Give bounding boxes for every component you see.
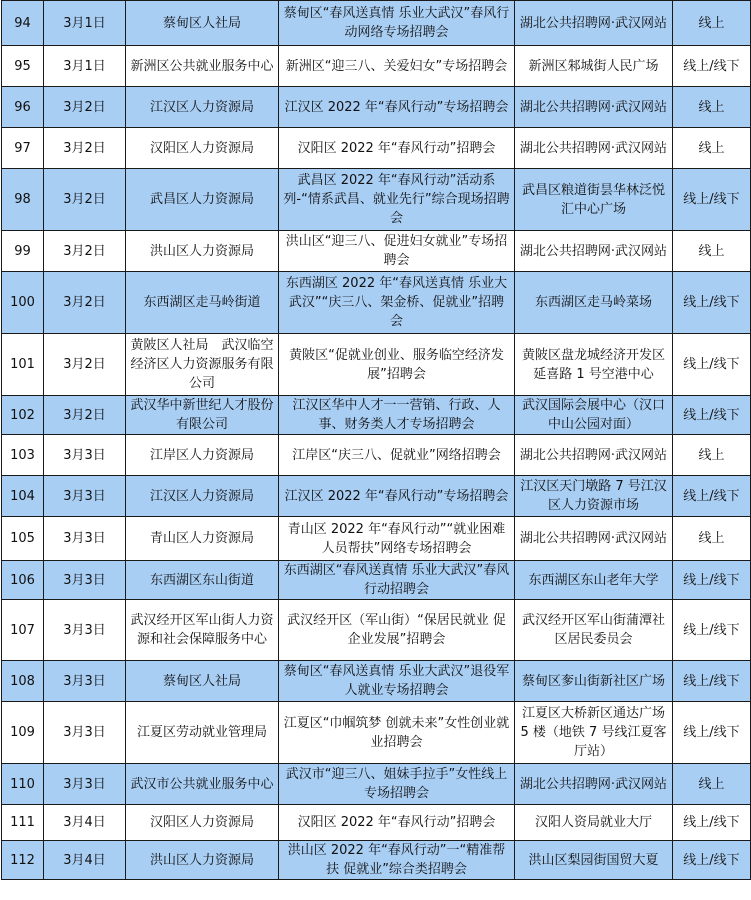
date-cell: 3月2日 <box>44 169 126 231</box>
event-cell: 江汉区 2022 年“春风行动”专场招聘会 <box>279 87 515 128</box>
row-number: 100 <box>2 272 44 334</box>
table-row <box>2 1 751 46</box>
venue-cell: 湖北公共招聘网·武汉网站 <box>515 1 673 46</box>
mode-cell: 线上 <box>673 231 751 272</box>
date-cell: 3月2日 <box>44 128 126 169</box>
table-row <box>2 396 751 435</box>
venue-cell: 江汉区天门墩路 7 号江汉区人力资源市场 <box>515 476 673 517</box>
date-cell: 3月2日 <box>44 231 126 272</box>
venue-cell: 洪山区梨园街国贸大夏 <box>515 841 673 880</box>
mode-cell: 线上/线下 <box>673 805 751 841</box>
mode-cell: 线上/线下 <box>673 334 751 396</box>
venue-cell: 东西湖区东山老年大学 <box>515 561 673 600</box>
event-cell: 武汉市“迎三八、姐妹手拉手”女性线上专场招聘会 <box>279 764 515 805</box>
mode-cell: 线上/线下 <box>673 169 751 231</box>
mode-cell: 线上/线下 <box>673 272 751 334</box>
event-cell: 东西湖区 2022 年“春风送真情 乐业大武汉”“庆三八、架金桥、促就业”招聘会 <box>279 272 515 334</box>
organizer-cell: 洪山区人力资源局 <box>126 231 279 272</box>
organizer-cell: 江夏区劳动就业管理局 <box>126 702 279 764</box>
table-row <box>2 517 751 561</box>
date-cell: 3月3日 <box>44 561 126 600</box>
event-cell: 江岸区“庆三八、促就业”网络招聘会 <box>279 435 515 476</box>
table-row <box>2 272 751 334</box>
table-row <box>2 87 751 128</box>
mode-cell: 线上/线下 <box>673 841 751 880</box>
date-cell: 3月4日 <box>44 805 126 841</box>
venue-cell: 湖北公共招聘网·武汉网站 <box>515 128 673 169</box>
date-cell: 3月2日 <box>44 334 126 396</box>
mode-cell: 线上/线下 <box>673 396 751 435</box>
job-fair-table-body <box>2 1 751 880</box>
table-row <box>2 764 751 805</box>
mode-cell: 线上 <box>673 128 751 169</box>
venue-cell: 汉阳人资局就业大厅 <box>515 805 673 841</box>
venue-cell: 武汉经开区军山街蒲潭社区居民委员会 <box>515 600 673 661</box>
event-cell: 蔡甸区“春风送真情 乐业大武汉”退役军人就业专场招聘会 <box>279 661 515 702</box>
organizer-cell: 蔡甸区人社局 <box>126 1 279 46</box>
mode-cell: 线上 <box>673 1 751 46</box>
venue-cell: 湖北公共招聘网·武汉网站 <box>515 517 673 561</box>
date-cell: 3月2日 <box>44 396 126 435</box>
organizer-cell: 汉阳区人力资源局 <box>126 805 279 841</box>
table-row <box>2 128 751 169</box>
row-number: 112 <box>2 841 44 880</box>
table-row <box>2 231 751 272</box>
date-cell: 3月3日 <box>44 517 126 561</box>
organizer-cell: 江岸区人力资源局 <box>126 435 279 476</box>
row-number: 99 <box>2 231 44 272</box>
date-cell: 3月4日 <box>44 841 126 880</box>
event-cell: 洪山区 2022 年“春风行动”一“精准帮扶 促就业”综合类招聘会 <box>279 841 515 880</box>
organizer-cell: 蔡甸区人社局 <box>126 661 279 702</box>
row-number: 102 <box>2 396 44 435</box>
table-row <box>2 600 751 661</box>
organizer-cell: 洪山区人力资源局 <box>126 841 279 880</box>
job-fair-table <box>1 0 751 880</box>
row-number: 103 <box>2 435 44 476</box>
mode-cell: 线上/线下 <box>673 661 751 702</box>
date-cell: 3月3日 <box>44 435 126 476</box>
table-row <box>2 435 751 476</box>
date-cell: 3月3日 <box>44 600 126 661</box>
organizer-cell: 武汉华中新世纪人才股份有限公司 <box>126 396 279 435</box>
event-cell: 武昌区 2022 年“春风行动”活动系列-“情系武昌、就业先行”综合现场招聘会 <box>279 169 515 231</box>
date-cell: 3月1日 <box>44 46 126 87</box>
date-cell: 3月1日 <box>44 1 126 46</box>
row-number: 94 <box>2 1 44 46</box>
table-row <box>2 561 751 600</box>
venue-cell: 湖北公共招聘网·武汉网站 <box>515 435 673 476</box>
organizer-cell: 江汉区人力资源局 <box>126 476 279 517</box>
row-number: 105 <box>2 517 44 561</box>
organizer-cell: 汉阳区人力资源局 <box>126 128 279 169</box>
mode-cell: 线上/线下 <box>673 46 751 87</box>
mode-cell: 线上/线下 <box>673 600 751 661</box>
mode-cell: 线上/线下 <box>673 561 751 600</box>
venue-cell: 新洲区邾城街人民广场 <box>515 46 673 87</box>
date-cell: 3月2日 <box>44 272 126 334</box>
mode-cell: 线上 <box>673 87 751 128</box>
organizer-cell: 武汉经开区军山街人力资源和社会保障服务中心 <box>126 600 279 661</box>
table-row <box>2 702 751 764</box>
date-cell: 3月3日 <box>44 764 126 805</box>
venue-cell: 湖北公共招聘网·武汉网站 <box>515 764 673 805</box>
row-number: 108 <box>2 661 44 702</box>
table-row <box>2 46 751 87</box>
row-number: 110 <box>2 764 44 805</box>
event-cell: 东西湖区“春风送真情 乐业大武汉”春风行动招聘会 <box>279 561 515 600</box>
mode-cell: 线上/线下 <box>673 476 751 517</box>
table-row <box>2 841 751 880</box>
event-cell: 洪山区“迎三八、促进妇女就业”专场招聘会 <box>279 231 515 272</box>
organizer-cell: 东西湖区东山街道 <box>126 561 279 600</box>
event-cell: 汉阳区 2022 年“春风行动”招聘会 <box>279 128 515 169</box>
table-row <box>2 334 751 396</box>
row-number: 111 <box>2 805 44 841</box>
table-row <box>2 169 751 231</box>
organizer-cell: 武汉市公共就业服务中心 <box>126 764 279 805</box>
venue-cell: 江夏区大桥新区通达广场 5 楼（地铁 7 号线江夏客厅站） <box>515 702 673 764</box>
event-cell: 江夏区“巾帼筑梦 创就未来”女性创业就业招聘会 <box>279 702 515 764</box>
row-number: 95 <box>2 46 44 87</box>
organizer-cell: 武昌区人力资源局 <box>126 169 279 231</box>
row-number: 96 <box>2 87 44 128</box>
row-number: 106 <box>2 561 44 600</box>
row-number: 107 <box>2 600 44 661</box>
date-cell: 3月2日 <box>44 87 126 128</box>
table-row <box>2 476 751 517</box>
row-number: 97 <box>2 128 44 169</box>
event-cell: 新洲区“迎三八、关爱妇女”专场招聘会 <box>279 46 515 87</box>
row-number: 104 <box>2 476 44 517</box>
organizer-cell: 新洲区公共就业服务中心 <box>126 46 279 87</box>
organizer-cell: 黄陂区人社局 武汉临空经济区人力资源服务有限公司 <box>126 334 279 396</box>
date-cell: 3月3日 <box>44 661 126 702</box>
row-number: 109 <box>2 702 44 764</box>
event-cell: 汉阳区 2022 年“春风行动”招聘会 <box>279 805 515 841</box>
venue-cell: 武昌区粮道街昙华林泛悦汇中心广场 <box>515 169 673 231</box>
organizer-cell: 东西湖区走马岭街道 <box>126 272 279 334</box>
event-cell: 黄陂区“促就业创业、服务临空经济发展”招聘会 <box>279 334 515 396</box>
venue-cell: 东西湖区走马岭菜场 <box>515 272 673 334</box>
mode-cell: 线上 <box>673 517 751 561</box>
event-cell: 武汉经开区（军山街）“保居民就业 促企业发展”招聘会 <box>279 600 515 661</box>
event-cell: 江汉区 2022 年“春风行动”专场招聘会 <box>279 476 515 517</box>
venue-cell: 武汉国际会展中心（汉口中山公园对面） <box>515 396 673 435</box>
table-row <box>2 805 751 841</box>
date-cell: 3月3日 <box>44 702 126 764</box>
venue-cell: 黄陂区盘龙城经济开发区延喜路 1 号空港中心 <box>515 334 673 396</box>
organizer-cell: 青山区人力资源局 <box>126 517 279 561</box>
row-number: 98 <box>2 169 44 231</box>
mode-cell: 线上 <box>673 764 751 805</box>
date-cell: 3月3日 <box>44 476 126 517</box>
venue-cell: 湖北公共招聘网·武汉网站 <box>515 231 673 272</box>
venue-cell: 湖北公共招聘网·武汉网站 <box>515 87 673 128</box>
mode-cell: 线上 <box>673 435 751 476</box>
organizer-cell: 江汉区人力资源局 <box>126 87 279 128</box>
venue-cell: 蔡甸区奓山街新社区广场 <box>515 661 673 702</box>
table-row <box>2 661 751 702</box>
event-cell: 蔡甸区“春风送真情 乐业大武汉”春风行动网络专场招聘会 <box>279 1 515 46</box>
row-number: 101 <box>2 334 44 396</box>
event-cell: 江汉区华中人才一一营销、行政、人事、财务类人才专场招聘会 <box>279 396 515 435</box>
mode-cell: 线上/线下 <box>673 702 751 764</box>
event-cell: 青山区 2022 年“春风行动”“就业困难人员帮扶”网络专场招聘会 <box>279 517 515 561</box>
